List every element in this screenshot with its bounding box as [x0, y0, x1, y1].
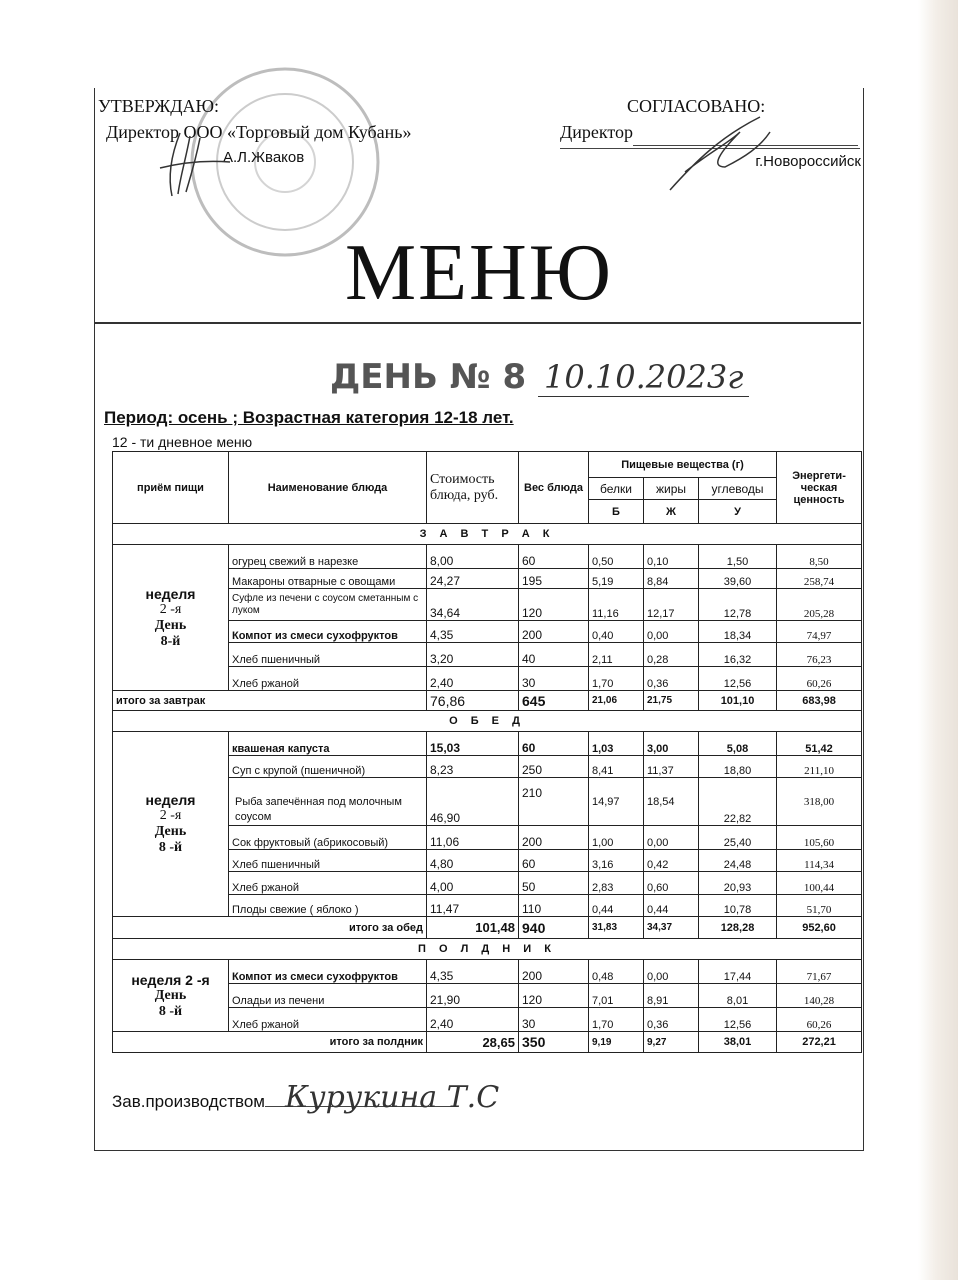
dish-name: Рыба запечённая под молочным соусом [229, 778, 427, 826]
dish-name: Плоды свежие ( яблоко ) [229, 895, 427, 917]
dish-name: огурец свежий в нарезке [229, 545, 427, 569]
meal-week-num: 2 -я [159, 601, 182, 617]
dish-name: Суп с крупой (пшеничной) [229, 756, 427, 778]
col-proteins-header: белки [589, 478, 644, 500]
agree-title: СОГЛАСОВАНО: [627, 96, 766, 116]
dish-weight: 60 [519, 732, 589, 756]
dish-proteins: 0,48 [589, 960, 644, 984]
dish-weight: 210 [519, 778, 589, 826]
dish-name: Хлеб ржаной [229, 872, 427, 895]
col-energy-header: Энергети-ческая ценность [777, 452, 862, 524]
section-row-breakfast [113, 524, 862, 545]
dish-cost: 2,40 [427, 1008, 519, 1032]
dish-proteins: 0,40 [589, 621, 644, 643]
total-fats: 9,27 [644, 1032, 699, 1053]
agree-city: г.Новороссийск [755, 153, 861, 170]
dish-fats: 3,00 [644, 732, 699, 756]
dish-weight: 200 [519, 621, 589, 643]
dish-proteins: 14,97 [589, 778, 644, 826]
dish-name: Хлеб ржаной [229, 1008, 427, 1032]
col-weight-header: Вес блюда [519, 452, 589, 524]
dish-cost: 3,20 [427, 643, 519, 667]
total-label: итого за завтрак [113, 691, 427, 711]
total-cost: 76,86 [427, 691, 519, 711]
total-carbs: 38,01 [699, 1032, 777, 1053]
menu-table [112, 451, 862, 1053]
meal-day-num: 8-й [160, 633, 181, 649]
dish-proteins: 5,19 [589, 569, 644, 589]
dish-carbs: 20,93 [699, 872, 777, 895]
dish-fats: 0,42 [644, 850, 699, 872]
col-fats-header: жиры [644, 478, 699, 500]
total-energy: 683,98 [777, 691, 862, 711]
dish-weight: 30 [519, 1008, 589, 1032]
col-dish-header: Наименование блюда [229, 452, 427, 524]
dish-energy: 76,23 [777, 643, 862, 667]
dish-energy: 211,10 [777, 756, 862, 778]
dish-energy: 114,34 [777, 850, 862, 872]
approve-block [98, 93, 411, 171]
dish-energy: 60,26 [777, 1008, 862, 1032]
dish-fats: 0,28 [644, 643, 699, 667]
dish-fats: 0,00 [644, 621, 699, 643]
total-energy: 272,21 [777, 1032, 862, 1053]
section-snack: П О Л Д Н И К [113, 939, 862, 960]
dish-fats: 0,10 [644, 545, 699, 569]
dish-proteins: 1,70 [589, 667, 644, 691]
dish-carbs: 24,48 [699, 850, 777, 872]
dish-weight: 30 [519, 667, 589, 691]
total-weight: 940 [519, 917, 589, 939]
meal-day-num: 8 -й [158, 1003, 183, 1019]
section-row-lunch [113, 711, 862, 732]
total-cost: 28,65 [427, 1032, 519, 1053]
dish-name: квашеная капуста [229, 732, 427, 756]
day-heading [330, 357, 749, 397]
section-row-snack [113, 939, 862, 960]
dish-proteins: 2,11 [589, 643, 644, 667]
dish-name: Компот из смеси сухофруктов [229, 621, 427, 643]
dish-name: Сок фруктовый (абрикосовый) [229, 826, 427, 850]
col-nutrients-header: Пищевые вещества (г) [589, 452, 777, 478]
dish-weight: 120 [519, 984, 589, 1008]
dish-energy: 60,26 [777, 667, 862, 691]
period-text: Период: осень ; Возрастная категория 12-18 лет. [104, 408, 514, 427]
meal-cell-lunch [113, 732, 229, 917]
table-row [113, 732, 862, 756]
dish-fats: 0,00 [644, 960, 699, 984]
dish-energy: 318,00 [777, 778, 862, 826]
dish-cost: 15,03 [427, 732, 519, 756]
page-title: МЕНЮ [345, 229, 613, 317]
dish-weight: 200 [519, 960, 589, 984]
dish-proteins: 3,16 [589, 850, 644, 872]
title-divider [95, 322, 861, 324]
dish-fats: 12,17 [644, 589, 699, 621]
dish-cost: 8,23 [427, 756, 519, 778]
dish-cost: 46,90 [427, 778, 519, 826]
meal-week-num: 2 -я [159, 808, 182, 823]
dish-name: Хлеб пшеничный [229, 643, 427, 667]
col-meal-header: приём пищи [113, 452, 229, 524]
dish-carbs: 18,80 [699, 756, 777, 778]
total-weight: 350 [519, 1032, 589, 1053]
approve-line: Директор ООО «Торговый дом Кубань» [106, 122, 412, 142]
agree-signature [650, 112, 780, 192]
dish-cost: 11,47 [427, 895, 519, 917]
dish-name: Макароны отварные с овощами [229, 569, 427, 589]
dish-fats: 0,36 [644, 1008, 699, 1032]
dish-energy: 71,67 [777, 960, 862, 984]
dish-fats: 8,84 [644, 569, 699, 589]
meal-week: неделя [145, 792, 196, 808]
total-label: итого за полдник [113, 1032, 427, 1053]
dish-carbs: 17,44 [699, 960, 777, 984]
total-carbs: 128,28 [699, 917, 777, 939]
day-date: 10.10.2023г [538, 358, 749, 397]
total-proteins: 21,06 [589, 691, 644, 711]
dish-energy: 51,42 [777, 732, 862, 756]
dish-cost: 2,40 [427, 667, 519, 691]
dish-fats: 11,37 [644, 756, 699, 778]
meal-day: День [154, 987, 187, 1003]
dish-proteins: 8,41 [589, 756, 644, 778]
dish-weight: 40 [519, 643, 589, 667]
dish-cost: 21,90 [427, 984, 519, 1008]
meal-day-num: 8 -й [158, 840, 183, 855]
dish-fats: 8,91 [644, 984, 699, 1008]
col-f-abbr: Ж [644, 500, 699, 524]
dish-carbs: 10,78 [699, 895, 777, 917]
dish-carbs: 12,56 [699, 1008, 777, 1032]
section-breakfast: З А В Т Р А К [113, 524, 862, 545]
dish-proteins: 1,03 [589, 732, 644, 756]
dish-proteins: 1,70 [589, 1008, 644, 1032]
total-fats: 21,75 [644, 691, 699, 711]
agree-line: Директор [560, 122, 634, 142]
total-proteins: 9,19 [589, 1032, 644, 1053]
dish-cost: 4,00 [427, 872, 519, 895]
day-label: ДЕНЬ № 8 [330, 357, 527, 397]
meal-cell-breakfast [113, 545, 229, 691]
dish-proteins: 7,01 [589, 984, 644, 1008]
dish-name: Оладьи из печени [229, 984, 427, 1008]
footer-signature: Курукина Т.С [285, 1080, 500, 1115]
dish-proteins: 11,16 [589, 589, 644, 621]
dish-weight: 120 [519, 589, 589, 621]
dish-name: Суфле из печени с соусом сметанным с луком [229, 589, 427, 621]
dish-energy: 140,28 [777, 984, 862, 1008]
dish-weight: 60 [519, 545, 589, 569]
dish-cost: 34,64 [427, 589, 519, 621]
total-carbs: 101,10 [699, 691, 777, 711]
dish-carbs: 12,78 [699, 589, 777, 621]
meal-week: неделя [145, 585, 196, 602]
approve-signature [150, 128, 240, 198]
total-weight: 645 [519, 691, 589, 711]
meal-week: неделя 2 -я [131, 971, 210, 988]
dish-proteins: 0,44 [589, 895, 644, 917]
section-lunch: О Б Е Д [113, 711, 862, 732]
dish-carbs: 8,01 [699, 984, 777, 1008]
dish-fats: 0,36 [644, 667, 699, 691]
dish-cost: 4,35 [427, 621, 519, 643]
col-c-abbr: У [699, 500, 777, 524]
meal-day: День [154, 824, 187, 839]
total-label: итого за обед [113, 917, 427, 939]
dish-carbs: 1,50 [699, 545, 777, 569]
dish-weight: 250 [519, 756, 589, 778]
menu-days-caption: 12 - ти дневное меню [112, 434, 253, 450]
dish-name: Хлеб ржаной [229, 667, 427, 691]
total-proteins: 31,83 [589, 917, 644, 939]
dish-energy: 74,97 [777, 621, 862, 643]
dish-weight: 50 [519, 872, 589, 895]
dish-cost: 8,00 [427, 545, 519, 569]
table-row [113, 960, 862, 984]
total-row-lunch [113, 917, 862, 939]
dish-carbs: 18,34 [699, 621, 777, 643]
approve-title: УТВЕРЖДАЮ: [98, 96, 220, 116]
meal-cell-snack [113, 960, 229, 1032]
dish-name: Компот из смеси сухофруктов [229, 960, 427, 984]
dish-weight: 200 [519, 826, 589, 850]
dish-fats: 0,00 [644, 826, 699, 850]
dish-carbs: 12,56 [699, 667, 777, 691]
dish-cost: 24,27 [427, 569, 519, 589]
dish-carbs: 16,32 [699, 643, 777, 667]
dish-carbs: 22,82 [699, 778, 777, 826]
col-cost-header: Стоимость блюда, руб. [427, 452, 519, 524]
dish-energy: 8,50 [777, 545, 862, 569]
dish-weight: 60 [519, 850, 589, 872]
total-row-breakfast [113, 691, 862, 711]
dish-weight: 110 [519, 895, 589, 917]
total-cost: 101,48 [427, 917, 519, 939]
dish-weight: 195 [519, 569, 589, 589]
dish-fats: 0,44 [644, 895, 699, 917]
total-fats: 34,37 [644, 917, 699, 939]
dish-name: Хлеб пшеничный [229, 850, 427, 872]
period-line [104, 408, 514, 428]
table-header-row [113, 452, 862, 478]
dish-energy: 205,28 [777, 589, 862, 621]
dish-cost: 11,06 [427, 826, 519, 850]
dish-proteins: 2,83 [589, 872, 644, 895]
dish-energy: 258,74 [777, 569, 862, 589]
dish-proteins: 0,50 [589, 545, 644, 569]
dish-carbs: 25,40 [699, 826, 777, 850]
total-row-snack [113, 1032, 862, 1053]
dish-carbs: 5,08 [699, 732, 777, 756]
paper-edge [918, 0, 958, 1280]
approve-name: А.Л.Жваков [223, 149, 305, 166]
dish-fats: 18,54 [644, 778, 699, 826]
dish-energy: 105,60 [777, 826, 862, 850]
dish-carbs: 39,60 [699, 569, 777, 589]
dish-proteins: 1,00 [589, 826, 644, 850]
total-energy: 952,60 [777, 917, 862, 939]
meal-day: День [154, 617, 187, 633]
dish-energy: 51,70 [777, 895, 862, 917]
table-row [113, 545, 862, 569]
dish-cost: 4,80 [427, 850, 519, 872]
dish-fats: 0,60 [644, 872, 699, 895]
dish-cost: 4,35 [427, 960, 519, 984]
dish-energy: 100,44 [777, 872, 862, 895]
footer-label: Зав.производством [112, 1092, 265, 1111]
col-p-abbr: Б [589, 500, 644, 524]
col-carbs-header: углеводы [699, 478, 777, 500]
